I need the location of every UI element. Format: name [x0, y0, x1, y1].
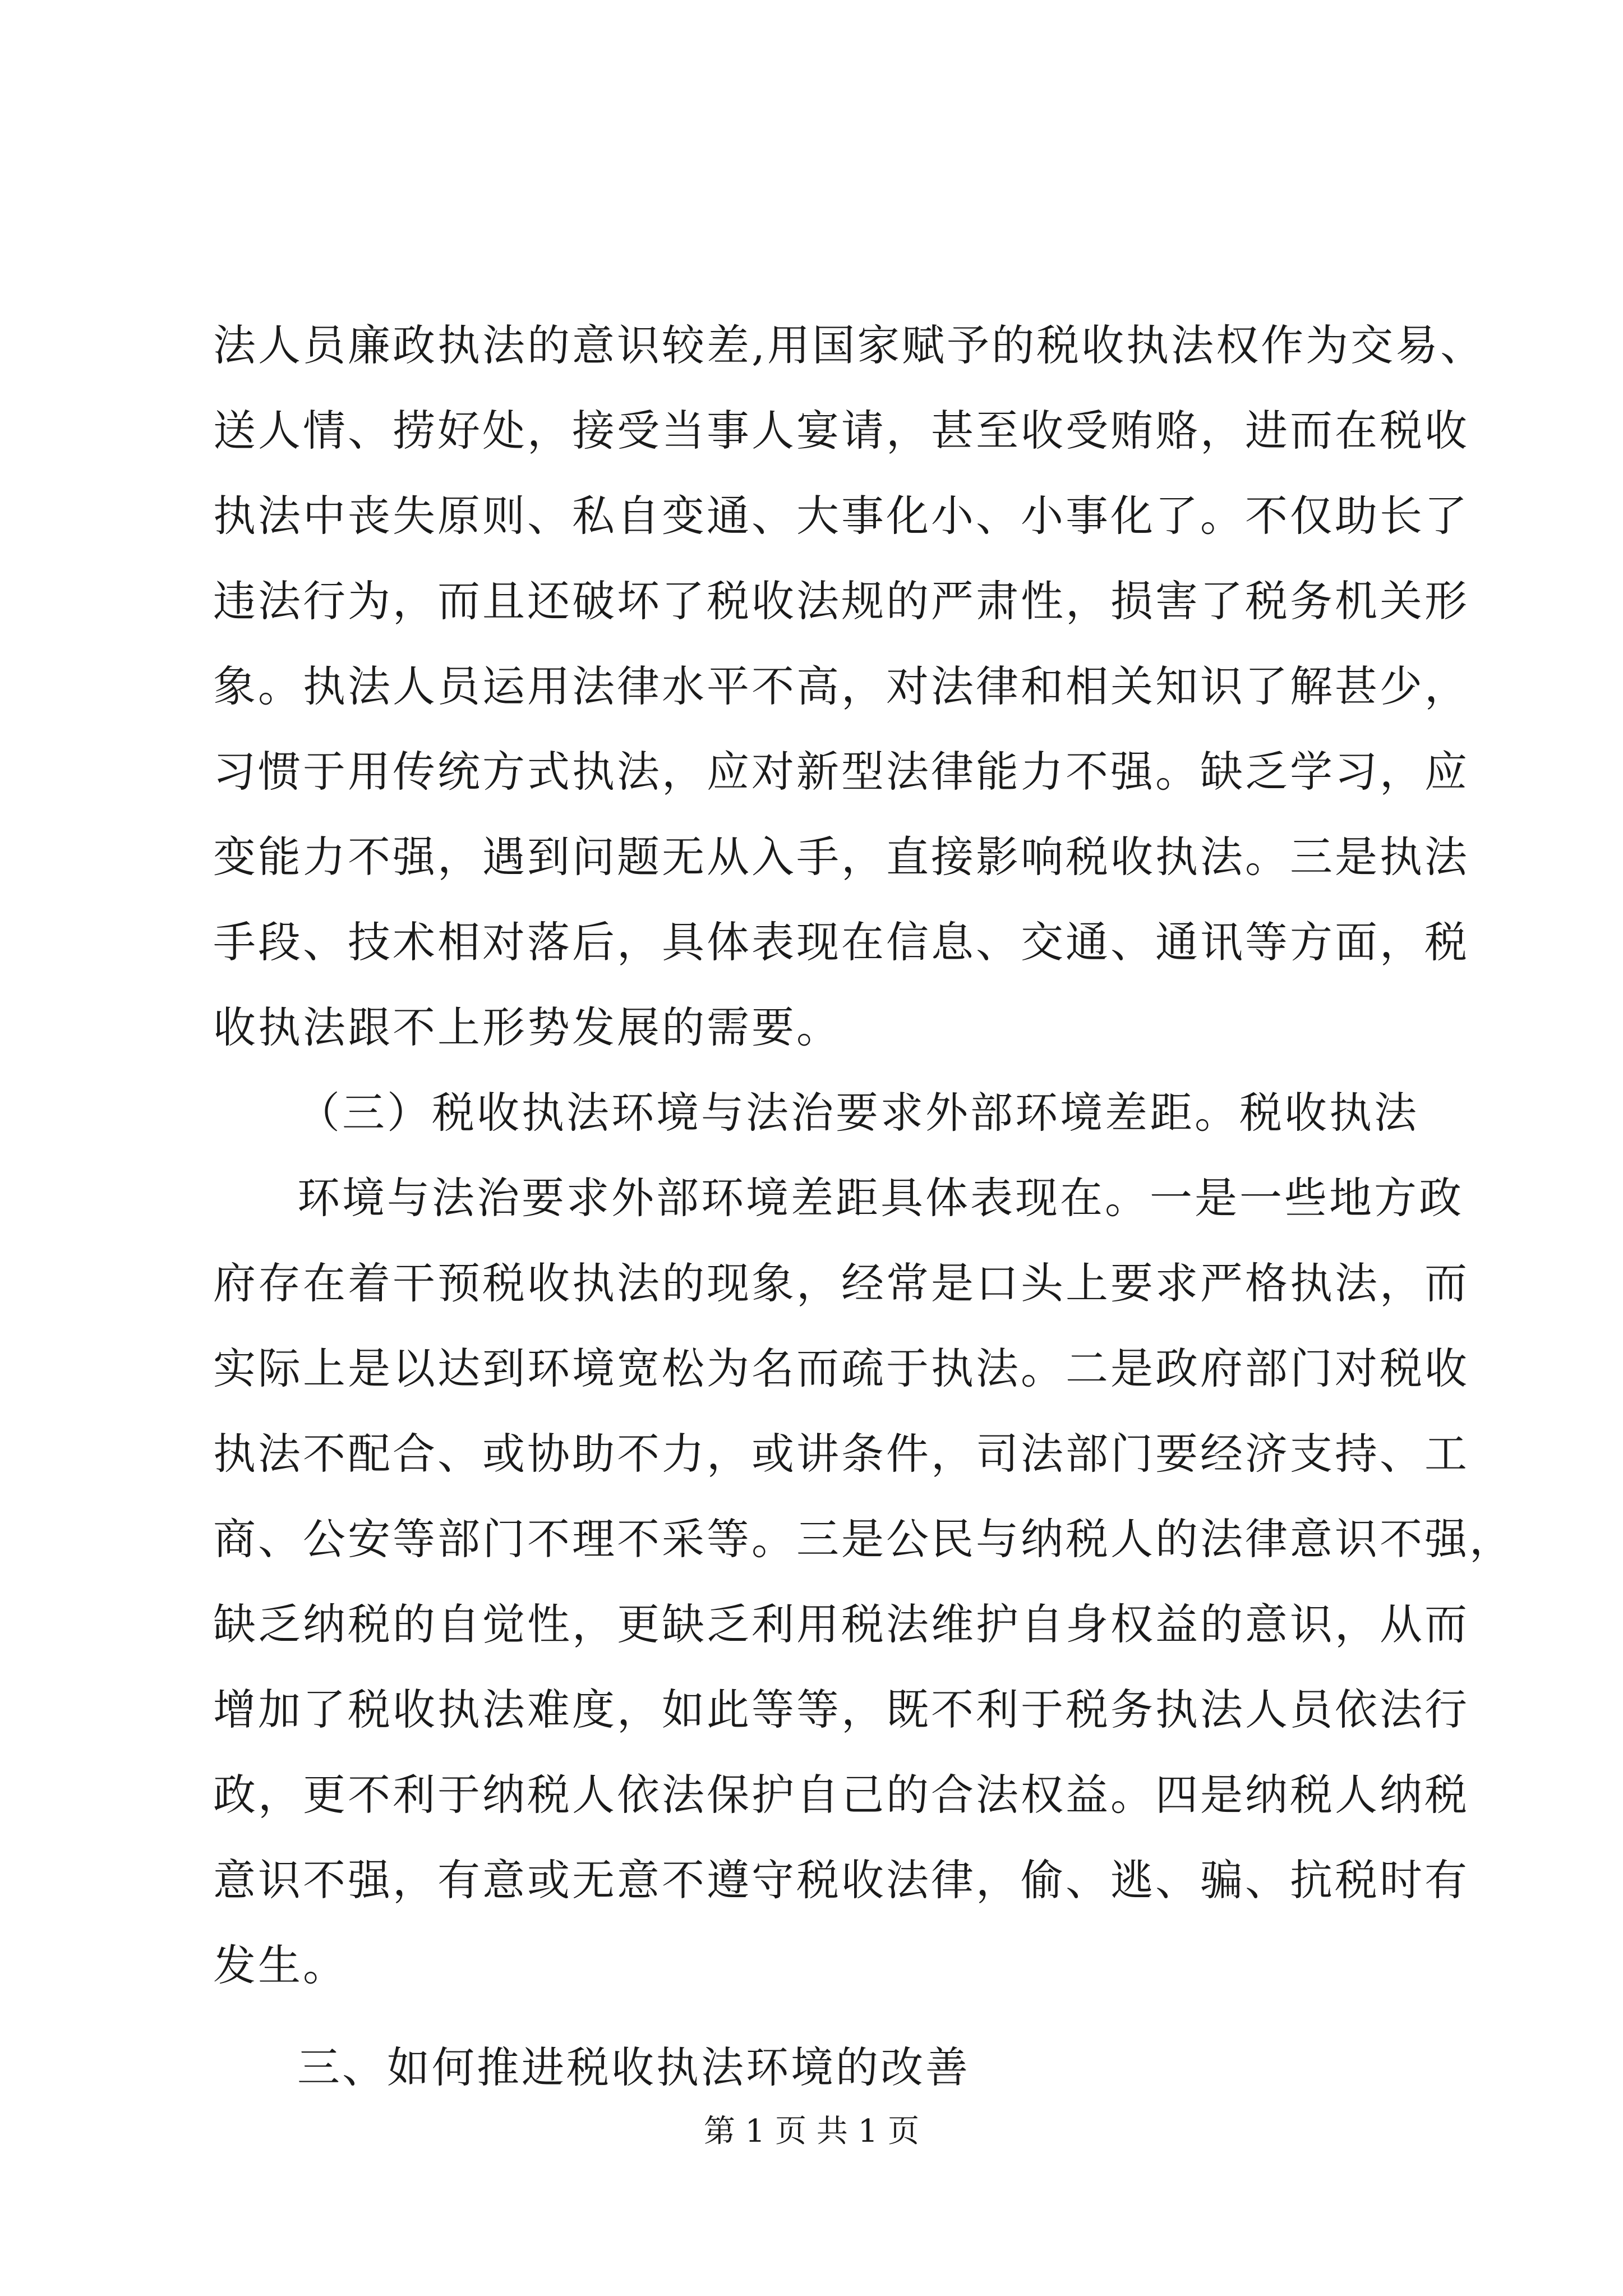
text-line: 手段、技术相对落后，具体表现在信息、交通、通讯等方面，税: [213, 917, 1469, 967]
text-line: 象。执法人员运用法律水平不高，对法律和相关知识了解甚少，: [213, 661, 1469, 711]
text-line: 发生。: [213, 1940, 348, 1990]
text-line: 增加了税收执法难度，如此等等，既不利于税务执法人员依法行: [213, 1685, 1469, 1734]
text-line: 变能力不强，遇到问题无从入手，直接影响税收执法。三是执法: [213, 832, 1469, 882]
text-line: 送人情、捞好处，接受当事人宴请，甚至收受贿赂，进而在税收: [213, 406, 1469, 455]
section-heading: （三）税收执法环境与法治要求外部环境差距。税收执法: [297, 1088, 1419, 1138]
text-line: 执法不配合、或协助不力，或讲条件，司法部门要经济支持、工: [213, 1429, 1469, 1479]
paragraph-first-line: 环境与法治要求外部环境差距具体表现在。一是一些地方政: [297, 1173, 1464, 1223]
text-line: 收执法跟不上形势发展的需要。: [213, 1002, 841, 1052]
text-line: 实际上是以达到环境宽松为名而疏于执法。二是政府部门对税收: [213, 1343, 1469, 1393]
text-line: 执法中丧失原则、私自变通、大事化小、小事化了。不仅助长了: [213, 491, 1469, 541]
text-line: 习惯于用传统方式执法，应对新型法律能力不强。缺乏学习，应: [213, 747, 1469, 797]
text-line: 违法行为，而且还破坏了税收法规的严肃性，损害了税务机关形: [213, 576, 1469, 626]
text-line: 缺乏纳税的自觉性，更缺乏利用税法维护自身权益的意识，从而: [213, 1599, 1469, 1649]
text-line: 商、公安等部门不理不采等。三是公民与纳税人的法律意识不强，: [213, 1514, 1514, 1564]
text-line: 意识不强，有意或无意不遵守税收法律，偷、逃、骗、抗税时有: [213, 1855, 1469, 1905]
document-body: [213, 303, 1514, 2110]
text-line: 法人员廉政执法的意识较差,用国家赋予的税收执法权作为交易、: [213, 320, 1486, 370]
text-line: 府存在着干预税收执法的现象，经常是口头上要求严格执法，而: [213, 1258, 1469, 1308]
section-heading: 三、如何推进税收执法环境的改善: [297, 2042, 970, 2092]
text-line: 政，更不利于纳税人依法保护自己的合法权益。四是纳税人纳税: [213, 1770, 1469, 1820]
page-number-footer: 第 1 页 共 1 页: [703, 2113, 920, 2150]
